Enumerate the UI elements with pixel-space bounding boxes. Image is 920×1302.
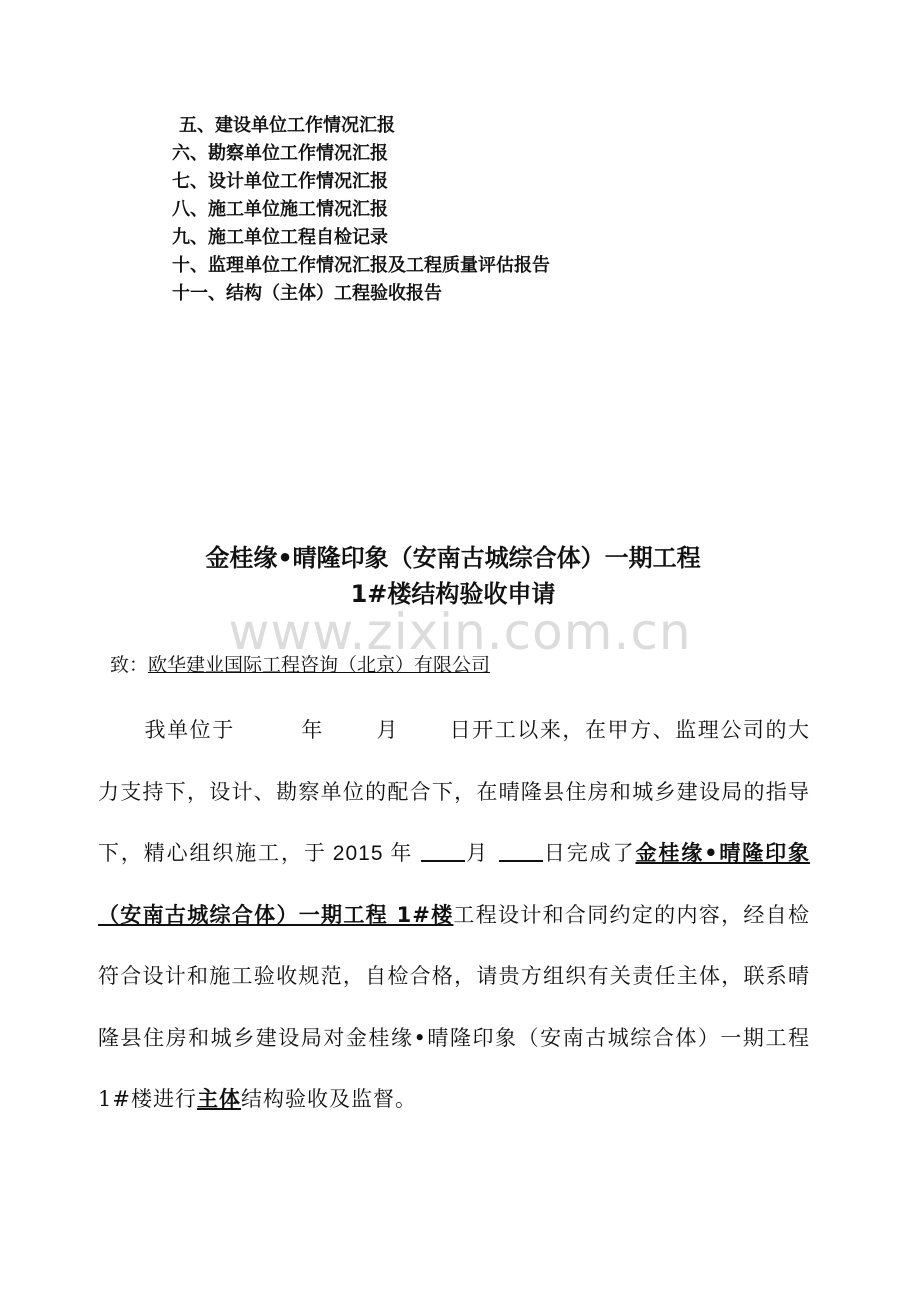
body-text: 日完成了 [543,841,636,865]
addressee-line [110,650,490,677]
completion-year: 2015 [332,842,384,865]
watermark: www.zixin.com.cn [228,603,692,661]
toc-item: 十、监理单位工作情况汇报及工程质量评估报告 [172,255,550,276]
blank-month-field [421,839,465,862]
year-suffix: 年 [389,841,414,865]
year-label: 年 [300,718,324,742]
scope-highlight: 主体 [196,1087,241,1111]
body-text: 工程设计和合同约定的内容，经自检符合设计和施工验收规范，自检合格，请贵方组织有关责任主体，联系晴隆县住房和城乡建设局对金桂缘•晴隆印象（安南古城综合体）一期工程 1#楼进行 [98,902,810,1111]
toc-item: 八、施工单位施工情况汇报 [172,199,388,220]
addressee-organization: 欧华建业国际工程咨询（北京）有限公司 [148,654,491,676]
toc-item: 十一、结构（主体）工程验收报告 [172,283,442,304]
toc-item: 五、建设单位工作情况汇报 [179,115,395,136]
body-text: 我单位于 [144,718,235,742]
document-subtitle: 1#楼结构验收申请 [350,580,556,608]
body-text: 日开工以来，在甲方、监理公司的大力支持下，设计、勘察单位的配合下，在晴隆县住房和城乡建设局的指导下，精心组织施工，于 [98,718,811,865]
project-name-highlight: 金桂缘•晴隆印象（安南古城综合体）一期工程 1#楼 [98,841,811,927]
document-title: 金桂缘•晴隆印象（安南古城综合体）一期工程 [205,544,701,572]
addressee-prefix: 致： [110,654,149,676]
table-of-contents [172,112,550,308]
blank-day-field [499,839,543,862]
toc-item: 六、勘察单位工作情况汇报 [172,143,388,164]
application-body [98,700,810,1131]
month-label: 月 [465,841,490,865]
toc-item: 九、施工单位工程自检记录 [172,227,388,248]
body-text: 结构验收及监督。 [240,1087,417,1111]
toc-item: 七、设计单位工作情况汇报 [172,171,388,192]
month-label: 月 [375,718,400,742]
